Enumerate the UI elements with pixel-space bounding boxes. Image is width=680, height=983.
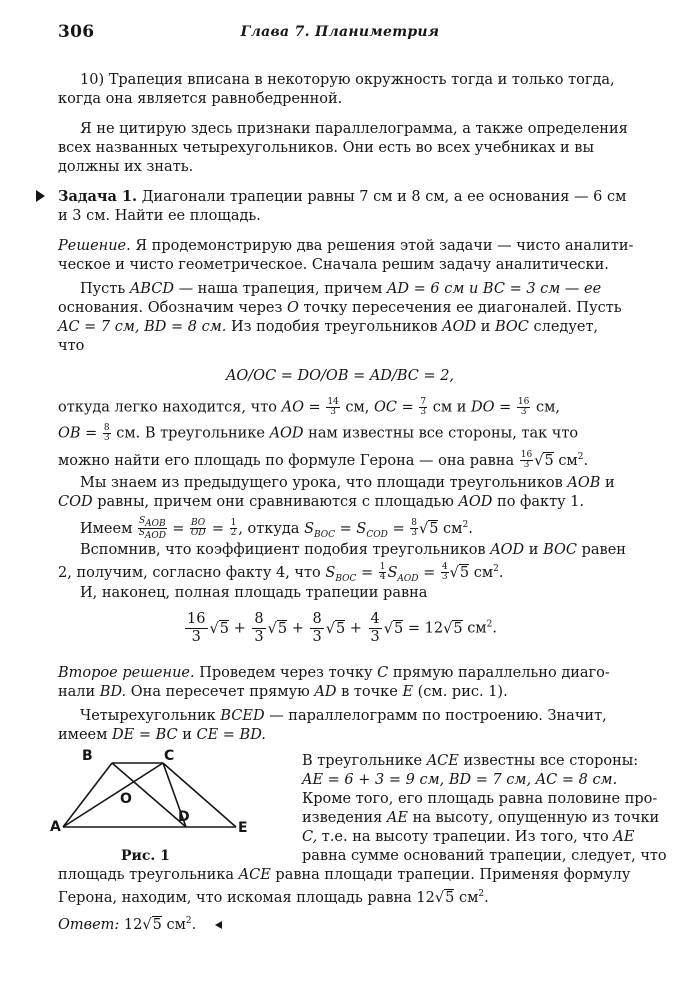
note-line2: всех названных четырехугольников. Они есть во всех учебниках и вы bbox=[58, 140, 595, 156]
wrap-line6: равна сумме оснований трапеции, следует, что bbox=[302, 848, 667, 864]
second-solution-label: Второе решение. bbox=[58, 665, 195, 681]
note-line3: должны их знать. bbox=[58, 159, 194, 175]
p3-line1: Мы знаем из предыдущего урока, что площади треугольников AOB и bbox=[80, 475, 615, 491]
p5-line1: И, наконец, полная площадь трапеции равна bbox=[80, 585, 428, 601]
fact10-line1: 10) Трапеция вписана в некоторую окружность тогда и только тогда, bbox=[80, 72, 615, 88]
second-line4: имеем DE = BC и CE = BD. bbox=[58, 727, 266, 743]
problem-label: Задача 1. bbox=[58, 188, 138, 205]
second-line1: Второе решение. Проведем через точку C прямую параллельно диаго- bbox=[58, 665, 610, 681]
p1-line3: AC = 7 см, BD = 8 см. Из подобия треугольников AOD и BOC следует, bbox=[58, 319, 599, 335]
solution-line2: ческое и чисто геометрическое. Сначала решим задачу аналитически. bbox=[58, 257, 609, 273]
note-line1: Я не цитирую здесь признаки параллелограмма, а также определения bbox=[80, 121, 628, 137]
label-d: D bbox=[178, 809, 190, 825]
answer-label: Ответ: bbox=[58, 916, 120, 933]
p3-line3: Имеем $\frac{S_{AOB}}{S_{AOD}}$ = $\frac{BO}{OD}$ = $\frac{1}{2}$ , откуда $S_{BOC} = S_{COD}$ = $\frac{8}{3}$ √ 5 $см^2$. bbox=[80, 516, 473, 544]
solution-line1: Решение. Я продемонстрирую два решения этой задачи — чисто аналити- bbox=[58, 238, 634, 254]
figure-caption: Рис. 1 bbox=[121, 848, 170, 864]
wrap-line4: изведения AE на высоту, опущенную из точки bbox=[302, 810, 660, 826]
p2-line1: откуда легко находится, что AO = $\frac{14}{3}$ см, OC = $\frac{7}{3}$ см и DO = $\frac{16}{3}$ см, bbox=[58, 397, 560, 417]
fact10-line2: когда она является равнобедренной. bbox=[58, 91, 343, 107]
sum-formula: $\frac{16}{3}$ √ 5 + $\frac{8}{3}$ √ 5 + $\frac{8}{3}$ √ 5 + $\frac{4}{3}$ √ 5 = 12√ 5 $см^2$. bbox=[0, 611, 680, 646]
wrap-line5: C, т.е. на высоту трапеции. Из того, что AE bbox=[302, 829, 635, 845]
label-o: O bbox=[120, 791, 132, 807]
wrap-line7: площадь треугольника ACE равна площади трапеции. Применяя формулу bbox=[58, 867, 631, 883]
label-a: A bbox=[50, 819, 61, 835]
wrap-line2: AE = 6 + 3 = 9 см, BD = 7 см, AC = 8 см. bbox=[302, 772, 618, 788]
label-b: B bbox=[82, 748, 93, 764]
second-line2: нали BD. Она пересечет прямую AD в точке E (см. рис. 1). bbox=[58, 684, 508, 700]
side-ab bbox=[63, 763, 112, 827]
p3-line2: COD равны, причем они сравниваются с площадью AOD по факту 1. bbox=[58, 494, 585, 510]
p4-line1: Вспомнив, что коэффициент подобия треугольников AOD и BOC равен bbox=[80, 542, 626, 558]
problem-line2: и 3 см. Найти ее площадь. bbox=[58, 208, 261, 224]
problem-marker-icon bbox=[36, 190, 45, 202]
p2-line2: OB = $\frac{8}{3}$ см. В треугольнике AOD нам известны все стороны, так что bbox=[58, 423, 579, 443]
label-e: E bbox=[238, 820, 248, 836]
wrap-line8: Герона, находим, что искомая площадь равна 12√ 5 $см^2$. bbox=[58, 885, 489, 907]
answer-line: Ответ: 12√ 5 $см^2$. bbox=[58, 912, 222, 934]
wrap-line3: Кроме того, его площадь равна половине про- bbox=[302, 791, 658, 807]
p1-line1: Пусть ABCD — наша трапеция, причем AD = 6 см и BC = 3 см — ее bbox=[80, 281, 602, 297]
label-c: C bbox=[164, 748, 175, 764]
chapter-title: Глава 7. Планиметрия bbox=[240, 24, 440, 40]
page-number: 306 bbox=[58, 22, 95, 42]
solution-label: Решение. bbox=[58, 238, 131, 254]
second-line3: Четырехугольник BCED — параллелограмм по построению. Значит, bbox=[80, 708, 607, 724]
ratio-formula: AO/OC = DO/OB = AD/BC = 2, bbox=[225, 368, 455, 384]
p2-line3: можно найти его площадь по формуле Герона — она равна $\frac{16}{3}$ √ 5 $см^2$. bbox=[58, 448, 588, 470]
end-of-solution-icon bbox=[215, 921, 222, 929]
wrap-line1: В треугольнике ACE известны все стороны: bbox=[302, 753, 639, 769]
trapezoid-figure bbox=[50, 745, 265, 845]
problem-line1: Задача 1. Диагонали трапеции равны 7 см и 8 см, а ее основания — 6 см bbox=[58, 188, 627, 205]
p1-line2: основания. Обозначим через O точку пересечения ее диагоналей. Пусть bbox=[58, 300, 622, 316]
p4-line2: 2, получим, согласно факту 4, что $S_{BOC}$ = $\frac{1}{4}$ $S_{AOD}$ = $\frac{4}{3}$ √ 5 $см^2$. bbox=[58, 560, 503, 588]
p1-line4: что bbox=[58, 338, 85, 354]
